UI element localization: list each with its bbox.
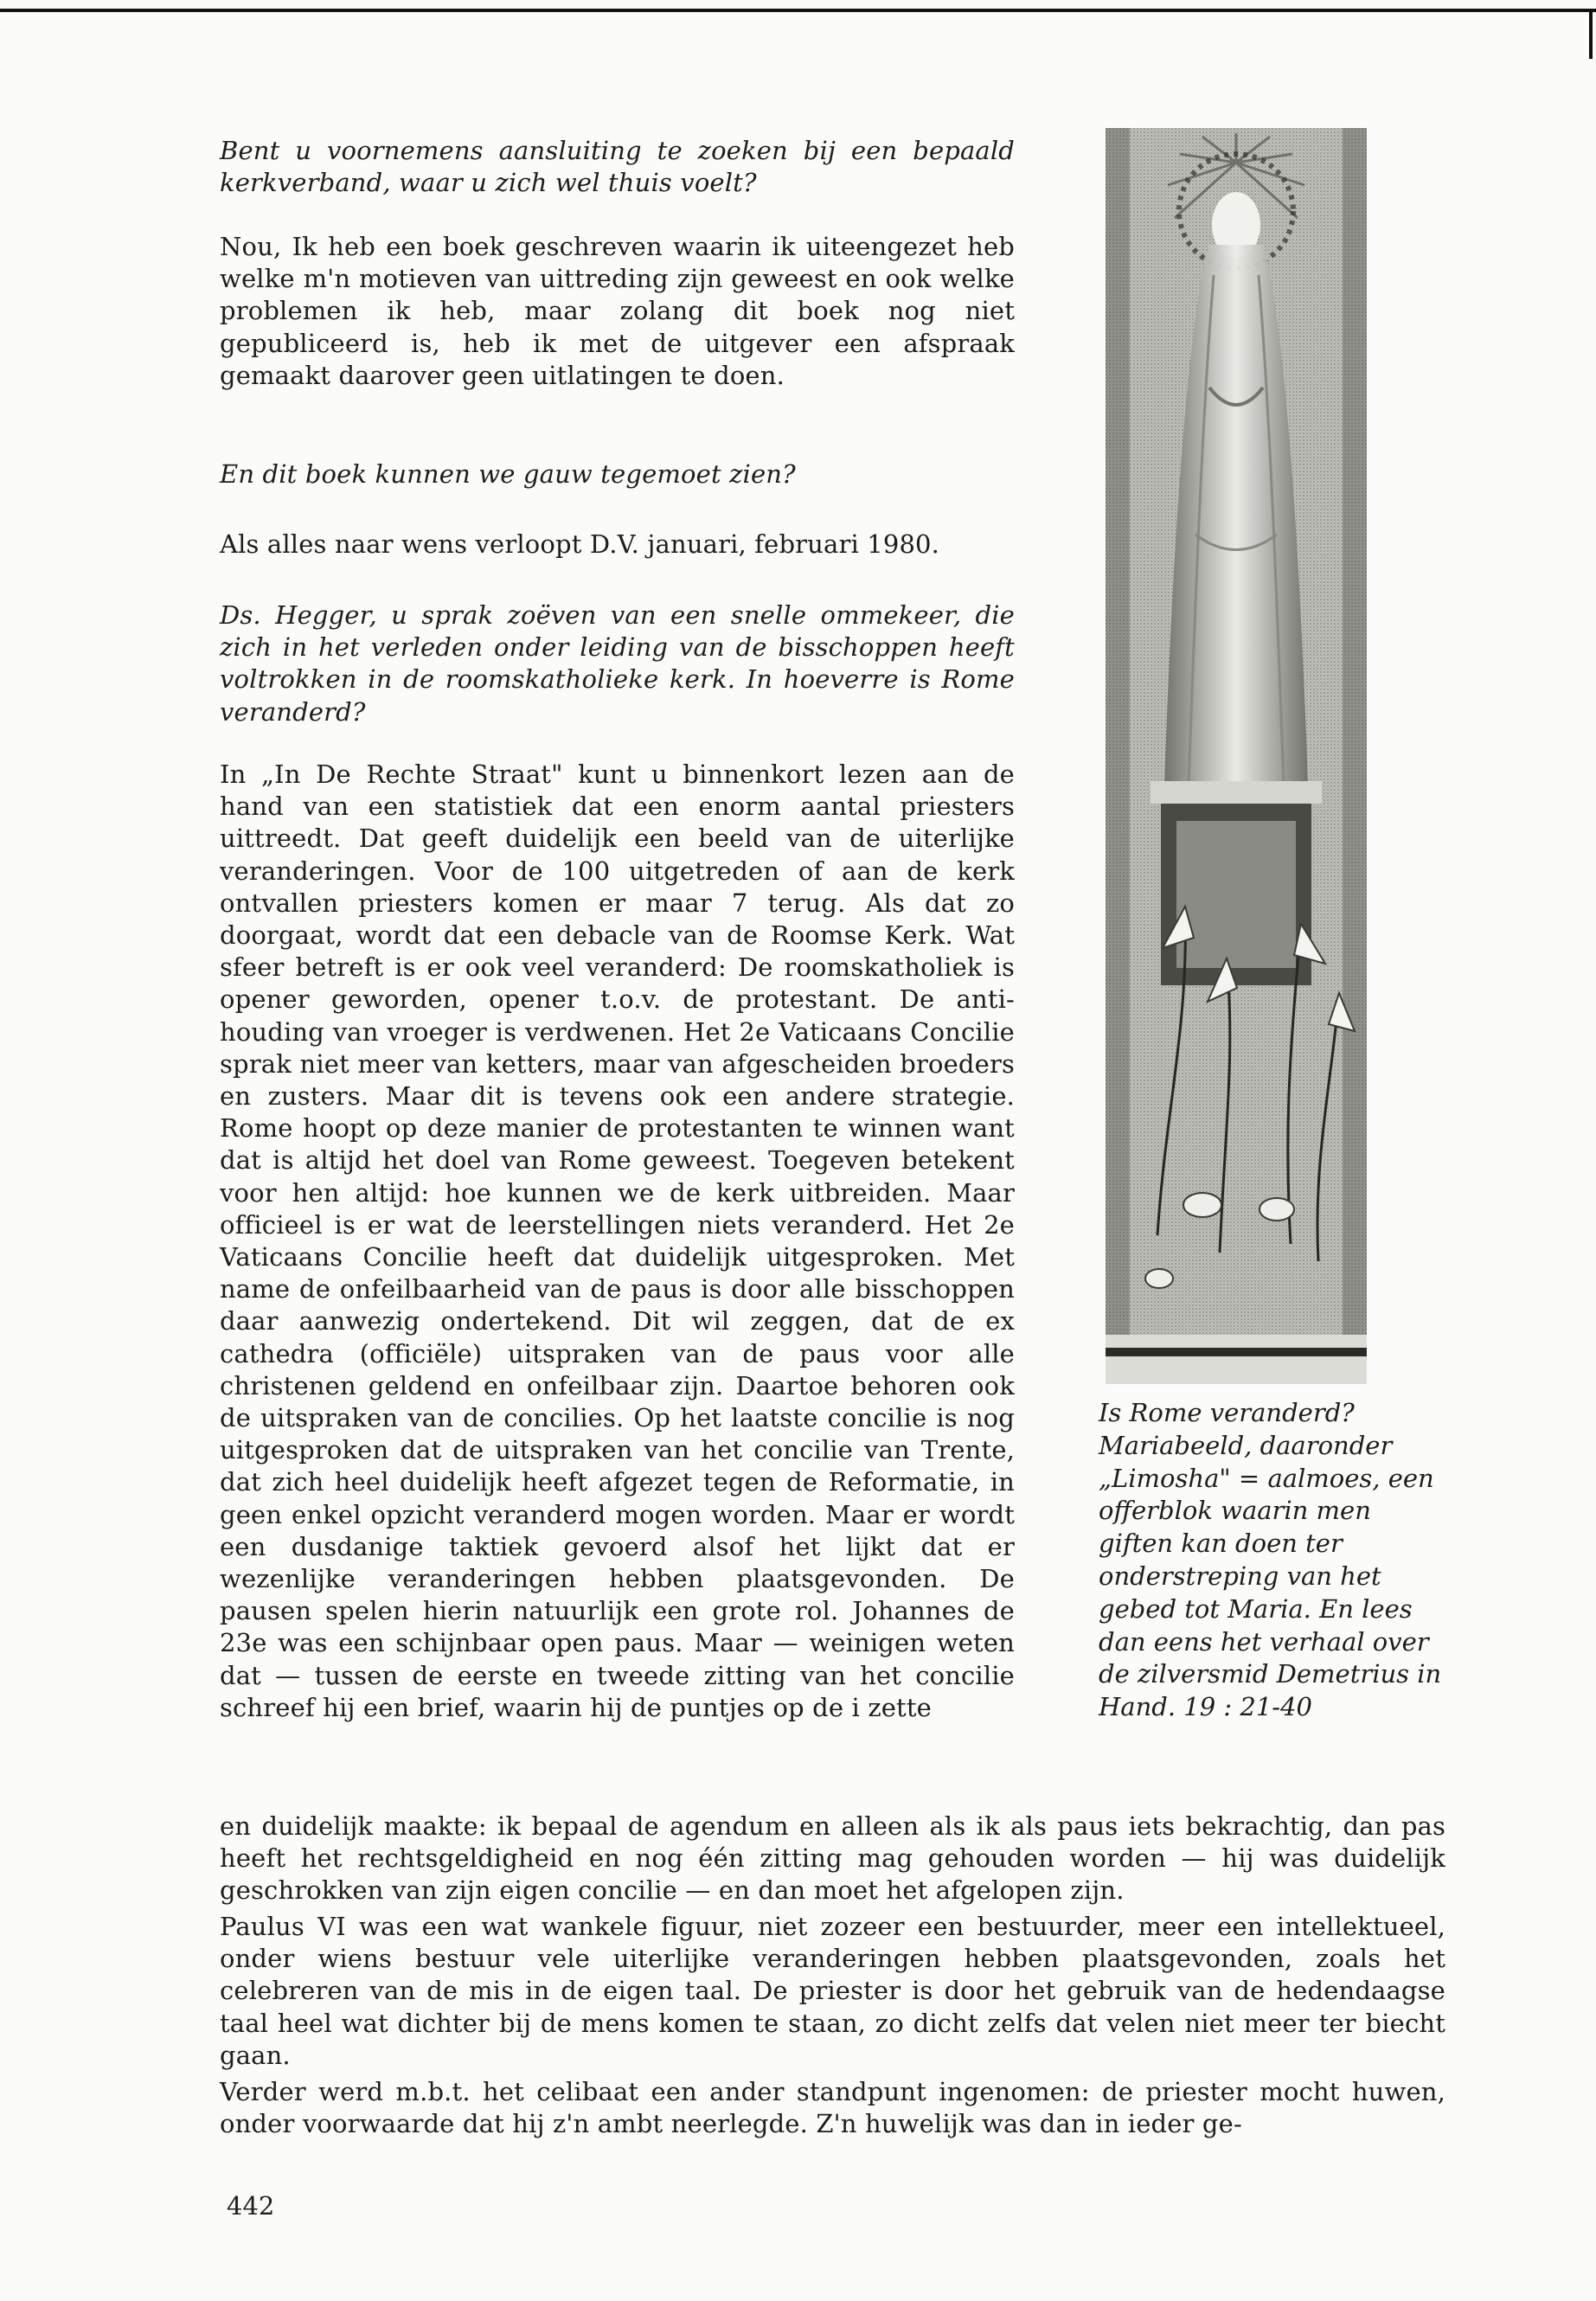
answer-3: In „In De Rechte Straat" kunt u binnenkort lezen aan de hand van een statistiek dat een enorm aantal priesters uittreedt. Dat geeft duidelijk een beeld van de uiterlijke veranderingen. Voor de 100 uitgetreden of aan de kerk ontvallen priesters komen er maar 7 terug. Als dat zo doorgaat, wordt dat een debacle van de Roomse Kerk. Wat sfeer betreft is er ook veel veranderd: De roomskatholiek is opener geworden, opener t.o.v. de protestant. De anti-houding van vroeger is verdwenen. Het 2e Vaticaans Concilie sprak niet meer van ketters, maar van afgescheiden broeders en zusters. Maar dit is tevens ook een andere strategie. Rome hoopt op deze manier de protestanten te winnen want dat is altijd het doel van Rome geweest. Toegeven betekent voor hen altijd: hoe kunnen we de kerk uitbreiden. Maar officieel is er wat de leerstellingen niets veranderd. Het 2e Vaticaans Concilie heeft dat duidelijk uitgesproken. Met name de onfeilbaarheid van de paus is door alle bisschoppen daar aanwezig ondertekend. Dit wil zeggen, dat de ex cathedra (officiële) uitspraken van de paus voor alle christenen geldend en onfeilbaar zijn. Daartoe behoren ook de uitspraken van de concilies. Op het laatste concilie is nog uitgesproken dat de uitspraken van het concilie van Trente, dat zich heel duidelijk heeft afgezet tegen de Reformatie, in geen enkel opzicht veranderd mogen worden. Maar er wordt een dusdanige taktiek gevoerd alsof het lijkt dat er wezenlijke veranderingen hebben plaatsgevonden. De pausen spelen hierin natuurlijk een grote rol. Johannes de 23e was een schijnbaar open paus. Maar — weinigen weten dat — tussen de eerste en tweede zitting van het concilie schreef hij een brief, waarin hij de puntjes op de i zette: [220, 760, 1015, 1722]
page-number: 442: [227, 2191, 275, 2221]
top-rule: [0, 9, 1596, 12]
paragraph-celibaat: Verder werd m.b.t. het celibaat een ander standpunt ingenomen: de priester mocht huwen, onder voorwaarde dat hij z'n ambt neerlegde. Z'n huwelijk was dan in ieder ge-: [220, 2077, 1445, 2139]
answer-3-continued: en duidelijk maakte: ik bepaal de agendum en alleen als ik als paus iets bekrachtig, dan pas heeft het rechtsgeldigheid en nog één zitting mag gehouden worden — hij was duidelijk geschrokken van zijn eigen concilie — en dan moet het afgelopen zijn.: [220, 1811, 1445, 1906]
question-2: En dit boek kunnen we gauw tegemoet zien?: [220, 459, 796, 489]
maria-statue-photo: [1106, 128, 1367, 1384]
question-3: Ds. Hegger, u sprak zoëven van een snelle ommekeer, die zich in het verleden onder leiding van de bisschoppen heeft voltrokken in de roomskatholieke kerk. In hoeverre is Rome veranderd?: [220, 600, 1015, 727]
corner-rule: [1589, 9, 1593, 59]
answer-2: Als alles naar wens verloopt D.V. januari, februari 1980.: [220, 529, 940, 559]
paragraph-paulus: Paulus VI was een wat wankele figuur, niet zozeer een bestuurder, meer een intellektueel, onder wiens bestuur vele uiterlijke veranderingen hebben plaatsgevonden, zoals het celebreren van de mis in de eigen taal. De priester is door het gebruik van de hedendaagse taal heel wat dichter bij de mens komen te staan, zo dicht zelfs dat velen niet meer ter biecht gaan.: [220, 1912, 1445, 2070]
answer-1: Nou, Ik heb een boek geschreven waarin ik uiteengezet heb welke m'n motieven van uittreding zijn geweest en ook welke problemen ik heb, maar zolang dit boek nog niet gepubliceerd is, heb ik met de uitgever een afspraak gemaakt daarover geen uitlatingen te doen.: [220, 232, 1015, 390]
photo-caption: Is Rome veranderd? Mariabeeld, daaronder „Limosha" = aalmoes, een offerblok waarin men giften kan doen ter onderstreping van het gebed tot Maria. En lees dan eens het verhaal over de zilversmid Demetrius in Hand. 19 : 21-40: [1099, 1398, 1442, 1722]
question-1: Bent u voornemens aansluiting te zoeken bij een bepaald kerkverband, waar u zich wel thuis voelt?: [220, 136, 1015, 198]
